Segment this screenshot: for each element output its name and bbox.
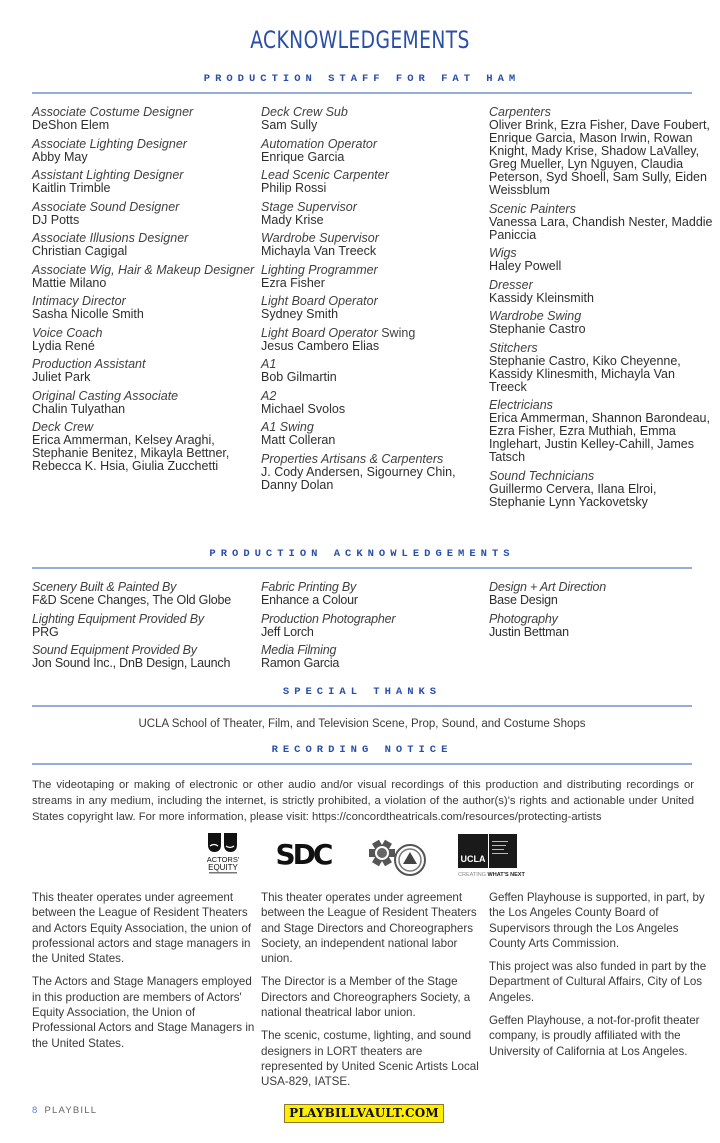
- credit-entry: [261, 295, 486, 321]
- ucla-logo-text: UCLA: [460, 854, 486, 864]
- credit-entry: [261, 106, 486, 132]
- fine-print-column-1: [32, 890, 257, 1059]
- credit-name: Michael Svolos: [261, 401, 346, 416]
- credit-entry: [261, 613, 486, 639]
- credit-name: Enrique Garcia: [261, 149, 345, 164]
- credit-role-text: A1: [261, 357, 277, 371]
- credit-role: [489, 342, 714, 355]
- credit-role: [261, 390, 486, 403]
- playbill-vault-link[interactable]: PLAYBILLVAULT.COM: [284, 1104, 444, 1123]
- credit-role-text: Electricians: [489, 398, 553, 412]
- credit-entry: [32, 232, 257, 258]
- credit-role-text: Associate Costume Designer: [32, 105, 194, 119]
- credit-entry: [489, 613, 714, 639]
- credit-role-text: A1 Swing: [261, 420, 314, 434]
- ucla-tagline-light: CREATING: [458, 872, 488, 878]
- special-thanks-heading: SPECIAL THANKS: [282, 686, 442, 698]
- page-footer: [32, 1105, 97, 1116]
- credit-role-text: Stage Supervisor: [261, 199, 357, 214]
- credit-entry: [489, 342, 714, 394]
- ack-column-3: [489, 581, 714, 644]
- credit-entry: [32, 138, 257, 164]
- credit-entry: [32, 581, 257, 607]
- fine-print-paragraph: Geffen Playhouse, a not-for-profit theater company, is proudly affiliated with the University of California at Los Angeles.: [489, 1014, 700, 1058]
- credit-entry: [489, 106, 714, 197]
- page-number: 8: [32, 1105, 39, 1116]
- credit-entry: [489, 470, 714, 509]
- credit-name: F&D Scene Changes, The Old Globe: [32, 593, 232, 607]
- credit-name: Chalin Tulyathan: [32, 401, 126, 416]
- credit-entry: [261, 232, 486, 258]
- credit-role-text: Properties Artisans & Carpenters: [261, 451, 444, 466]
- credit-entry: [261, 453, 486, 492]
- credit-entry: [32, 106, 257, 132]
- union-logos: [0, 832, 720, 877]
- sdc-logo: [272, 838, 334, 871]
- recording-notice-heading: RECORDING NOTICE: [271, 744, 453, 756]
- credit-name: Christian Cagigal: [32, 244, 128, 258]
- credit-name: Base Design: [489, 593, 558, 607]
- credit-name: DJ Potts: [32, 212, 80, 227]
- credit-role-text: Associate Illusions Designer: [32, 231, 189, 245]
- credit-entry: [261, 138, 486, 164]
- section-divider: [32, 567, 692, 569]
- credit-name: Abby May: [32, 149, 88, 164]
- credit-role-text: Associate Sound Designer: [32, 199, 180, 214]
- credit-role-text: Sound Technicians: [489, 468, 595, 483]
- credit-role-text: Lead Scenic Carpenter: [261, 168, 389, 182]
- credit-entry: [489, 310, 714, 336]
- sdc-logo-text: SDC: [275, 838, 331, 871]
- credit-role-text: Intimacy Director: [32, 294, 126, 308]
- section-divider: [32, 763, 692, 765]
- special-thanks-text: UCLA School of Theater, Film, and Television Scene, Prop, Sound, and Costume Shops: [138, 718, 586, 730]
- credit-role-text: Light Board Operator: [261, 325, 378, 340]
- credit-role-text: Lighting Programmer: [261, 262, 378, 277]
- credit-name: Bob Gilmartin: [261, 370, 337, 384]
- fine-print-paragraph: The Director is a Member of the Stage Directors and Choreographers Society, a national theatrical labor union.: [261, 975, 471, 1020]
- credit-entry: [32, 264, 257, 290]
- credit-role: [261, 327, 486, 340]
- production-staff-heading: PRODUCTION STAFF FOR FAT HAM: [203, 73, 521, 85]
- credit-name: Michayla Van Treeck: [261, 244, 377, 258]
- credit-role: [261, 264, 486, 277]
- credit-name: Haley Powell: [489, 259, 562, 273]
- credit-role: [489, 613, 714, 626]
- credit-name: Kaitlin Trimble: [32, 181, 111, 195]
- credit-role-text: Carpenters: [489, 105, 551, 119]
- actors-equity-logo: [205, 832, 241, 876]
- production-acknowledgements-heading: PRODUCTION ACKNOWLEDGEMENTS: [209, 548, 515, 560]
- credit-role-text: Stitchers: [489, 340, 538, 355]
- credit-role-text: Assistant Lighting Designer: [32, 168, 184, 182]
- credit-name: Justin Bettman: [489, 624, 569, 639]
- credit-role-text: Automation Operator: [261, 136, 378, 151]
- credit-role-text: Dresser: [489, 277, 533, 292]
- credit-name: Mady Krise: [261, 212, 324, 227]
- credit-entry: [261, 358, 486, 384]
- credit-role-suffix: Swing: [377, 325, 416, 340]
- credit-entry: [32, 421, 257, 473]
- ucla-tft-logo: [458, 834, 525, 878]
- credit-name: DeShon Elem: [32, 118, 110, 132]
- credit-role-text: Sound Equipment Provided By: [32, 643, 197, 657]
- credit-name: Stephanie Castro, Kiko Cheyenne, Kassidy Klinesmith, Michayla Van Treeck: [489, 353, 681, 394]
- credit-role-text: Wigs: [489, 246, 517, 260]
- credit-role-text: Scenery Built & Painted By: [32, 580, 177, 594]
- credit-role: [261, 453, 486, 466]
- credit-name: J. Cody Andersen, Sigourney Chin, Danny Dolan: [261, 464, 456, 492]
- credit-name: Erica Ammerman, Kelsey Araghi, Stephanie Benitez, Mikayla Bettner, Rebecca K. Hsia, Giulia Zucchetti: [32, 433, 230, 473]
- page-title: ACKNOWLEDGEMENTS: [250, 26, 470, 54]
- fine-print-paragraph: This theater operates under agreement between the League of Resident Theaters and Stage Directors and Choreographers Society, an independent national labor union.: [261, 891, 477, 966]
- credit-role-text: Scenic Painters: [489, 201, 576, 216]
- credit-name: Erica Ammerman, Shannon Barondeau, Ezra Fisher, Ezra Muthiah, Emma Inglehart, Justin Kelley-Cahill, James Tatsch: [489, 411, 710, 464]
- credit-entry: [32, 644, 257, 670]
- credit-entry: [261, 327, 486, 353]
- fine-print-paragraph: The scenic, costume, lighting, and sound designers in LORT theaters are represented by United Scenic Artists Local USA-829, IATSE.: [261, 1029, 479, 1089]
- staff-column-2: [261, 106, 486, 497]
- ack-column-1: [32, 581, 257, 676]
- credit-role: [32, 613, 257, 626]
- publication-name: PLAYBILL: [44, 1105, 98, 1116]
- credit-name: Jesus Cambero Elias: [261, 338, 380, 353]
- fine-print-column-2: [261, 890, 486, 1098]
- credit-name: Kassidy Kleinsmith: [489, 290, 594, 305]
- ack-column-2: [261, 581, 486, 676]
- credit-role-text: Light Board Operator: [261, 294, 378, 308]
- credit-entry: [261, 169, 486, 195]
- credit-entry: [489, 581, 714, 607]
- credit-role-text: Voice Coach: [32, 325, 103, 340]
- credit-role-text: Deck Crew: [32, 420, 94, 434]
- credit-entry: [261, 421, 486, 447]
- credit-role: [32, 264, 257, 277]
- credit-role-text: Associate Wig, Hair & Makeup Designer: [32, 262, 255, 277]
- section-divider: [32, 92, 692, 94]
- fine-print-paragraph: This theater operates under agreement between the League of Resident Theaters and Actors Equity Association, the union of professional actors and stage managers in the United States.: [32, 891, 252, 966]
- credit-role: [489, 279, 714, 292]
- credit-role-text: Wardrobe Supervisor: [261, 231, 379, 245]
- credit-name: Vanessa Lara, Chandish Nester, Maddie Paniccia: [489, 214, 713, 242]
- credit-name: Enhance a Colour: [261, 593, 358, 607]
- ucla-tagline-bold: WHAT'S NEXT: [487, 872, 525, 878]
- credit-name: Philip Rossi: [261, 181, 327, 195]
- credit-role: [32, 201, 257, 214]
- staff-column-3: [489, 106, 714, 514]
- credit-name: Stephanie Castro: [489, 322, 586, 336]
- credit-name: Ezra Fisher: [261, 275, 325, 290]
- credit-role: [489, 203, 714, 216]
- credit-entry: [261, 581, 486, 607]
- credit-entry: [489, 279, 714, 305]
- credit-role-text: Associate Lighting Designer: [32, 136, 187, 151]
- credit-name: Oliver Brink, Ezra Fisher, Dave Foubert, Enrique Garcia, Mason Irwin, Rowan Knight, Mady Krise, Shadow LaValley, Greg Mueller, Lyn Nguyen, Claudia Peterson, Syd Shoell, Sam Sully, Eiden Weissblum: [489, 118, 710, 197]
- credit-role-text: Production Assistant: [32, 357, 146, 371]
- credit-entry: [261, 390, 486, 416]
- credit-entry: [32, 358, 257, 384]
- credit-name: Jeff Lorch: [261, 624, 314, 639]
- credit-role-text: Design + Art Direction: [489, 580, 607, 594]
- credit-role: [32, 327, 257, 340]
- credit-name: Mattie Milano: [32, 275, 107, 290]
- credit-entry: [489, 247, 714, 273]
- credit-name: Sam Sully: [261, 118, 318, 132]
- credit-entry: [32, 295, 257, 321]
- credit-entry: [32, 390, 257, 416]
- credit-name: Guillermo Cervera, Ilana Elroi, Stephanie Lynn Yackovetsky: [489, 481, 657, 509]
- credit-name: Ramon Garcia: [261, 656, 340, 670]
- credit-name: Matt Colleran: [261, 433, 336, 447]
- credit-role: [261, 613, 486, 626]
- credit-name: Jon Sound Inc., DnB Design, Launch: [32, 656, 231, 670]
- staff-column-1: [32, 106, 257, 479]
- credit-role-text: Fabric Printing By: [261, 580, 357, 594]
- credit-role: [489, 470, 714, 483]
- credit-role-text: Original Casting Associate: [32, 388, 179, 403]
- credit-entry: [261, 264, 486, 290]
- credit-role: [32, 138, 257, 151]
- fine-print-paragraph: This project was also funded in part by the Department of Cultural Affairs, City of Los Angeles.: [489, 960, 707, 1004]
- credit-entry: [32, 169, 257, 195]
- credit-entry: [489, 399, 714, 464]
- credit-role-text: Deck Crew Sub: [261, 105, 348, 119]
- fine-print-paragraph: Geffen Playhouse is supported, in part, by the Los Angeles County Board of Supervisors through the Los Angeles County Arts Commission.: [489, 891, 705, 950]
- recording-notice-text: The videotaping or making of electronic or other audio and/or visual recordings of this production and distributing recordings or streams in any medium, including the internet, is strictly prohibited, a violation of the author(s)'s rights and actionable under United States copyright law. For more information, please visit: https://concordtheatricals.com/resources/protecting-artists: [32, 779, 694, 823]
- credit-role: [32, 390, 257, 403]
- credit-name: Sydney Smith: [261, 307, 339, 321]
- credit-entry: [32, 613, 257, 639]
- section-divider: [32, 705, 692, 707]
- credit-name: Sasha Nicolle Smith: [32, 307, 144, 321]
- svg-text:CREATING WHAT'S NEXT: [458, 872, 525, 878]
- credit-role: [261, 138, 486, 151]
- credit-name: Juliet Park: [32, 370, 91, 384]
- credit-role-text: Media Filming: [261, 643, 337, 657]
- fine-print-paragraph: The Actors and Stage Managers employed in this production are members of Actors' Equity Association, the Union of Professional Actors and Stage Managers in the United States.: [32, 975, 255, 1050]
- credit-role-text: Production Photographer: [261, 611, 396, 626]
- credit-role-text: Lighting Equipment Provided By: [32, 611, 204, 626]
- credit-name: Lydia René: [32, 338, 95, 353]
- credit-role: [261, 201, 486, 214]
- credit-entry: [32, 201, 257, 227]
- credit-name: PRG: [32, 624, 59, 639]
- credit-role-text: Photography: [489, 611, 558, 626]
- actors-equity-line2: EQUITY: [208, 863, 238, 872]
- iatse-usa-logo: [365, 835, 427, 877]
- credit-entry: [261, 201, 486, 227]
- actors-equity-line1: ACTORS': [206, 855, 240, 864]
- credit-entry: [261, 644, 486, 670]
- credit-entry: [32, 327, 257, 353]
- fine-print-column-3: [489, 890, 714, 1067]
- credit-entry: [489, 203, 714, 242]
- credit-role-text: A2: [261, 388, 277, 403]
- credit-role-text: Wardrobe Swing: [489, 309, 582, 323]
